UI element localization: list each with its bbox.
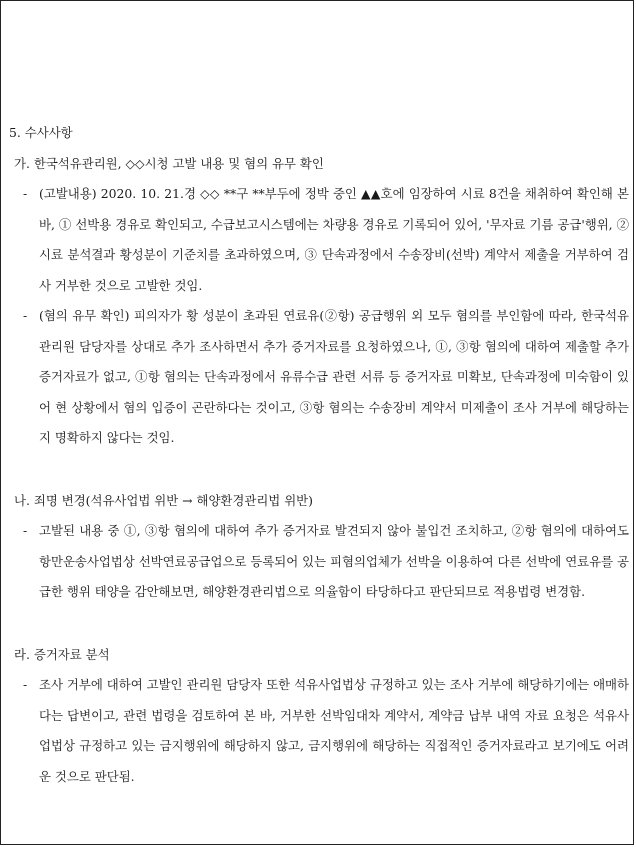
ga-item-complaint-text: (고발내용) 2020. 10. 21.경 ◇◇ **구 **부두에 정박 중인 ▲▲호에 임장하여 시료 8건을 채취하여 확인해 본 바, ① 선박용 경유로 확인되고, 수급보고시스템에는 차량용 경유로 기록되어 있어, '무자료 기름 공급'행위, ② 시료 분석결과 황성분이 기준치를 초과하였으며, ③ 단속과정에서 수송장비(선박) 계약서 제출을 거부하여 검사 거부한 것으로 고발한 것임. bbox=[39, 186, 629, 293]
bullet-dash: - bbox=[23, 523, 28, 538]
na-item-charge-change-text: 고발된 내용 중 ①, ③항 혐의에 대하여 추가 증거자료 발견되지 않아 불입건 조치하고, ②항 혐의에 대하여도 항만운송사업법상 선박연료공급업으로 등록되어 있는 피혐의업체가 선박을 이용하여 다른 선박에 연료유를 공급한 행위 태양을 감안해보면, 해양환경관리법으로 의율함이 타당하다고 판단되므로 적용법령 변경함. bbox=[39, 523, 629, 599]
ra-item-evidence-analysis-text: 조사 거부에 대하여 고발인 관리원 담당자 또한 석유사업법상 규정하고 있는 조사 거부에 해당하기에는 애매하다는 답변이고, 관련 법령을 검토하여 본 바, 거부한 선박임대차 계약서, 계약금 납부 내역 자료 요청은 석유사업법상 규정하고 있는 금지행위에 해당하지 않고, 금지행위에 해당하는 직접적인 증거자료라고 보기에도 어려운 것으로 판단됨. bbox=[39, 677, 629, 784]
ga-item-charge-check bbox=[9, 301, 629, 454]
section-ga-title: 가. 한국석유관리원, ◇◇시청 고발 내용 및 혐의 유무 확인 bbox=[14, 155, 324, 171]
document-body bbox=[9, 118, 629, 792]
na-item-charge-change bbox=[9, 516, 629, 608]
ra-item-evidence-analysis bbox=[9, 670, 629, 792]
section-na-title: 나. 죄명 변경(석유사업법 위반 → 해양환경관리법 위반) bbox=[14, 492, 313, 508]
section-5-title: 5. 수사사항 bbox=[9, 125, 73, 140]
bullet-dash: - bbox=[23, 308, 28, 323]
ga-item-charge-check-text: (혐의 유무 확인) 피의자가 황 성분이 초과된 연료유(②항) 공급행위 외 모두 혐의를 부인함에 따라, 한국석유관리원 담당자를 상대로 추가 조사하면서 추가 증거자료를 요청하였으나, ①, ③항 혐의에 대하여 제출할 추가 증거자료가 없고, ①항 혐의는 단속과정에서 유류수급 관련 서류 등 증거자료 미확보, 단속과정에 미숙함이 있어 현 상황에서 혐의 입증이 곤란하다는 것이고, ③항 혐의는 수송장비 계약서 미제출이 조사 거부에 해당하는지 명확하지 않다는 것임. bbox=[39, 308, 629, 445]
spacer bbox=[9, 608, 629, 640]
bullet-dash: - bbox=[23, 677, 28, 692]
section-ra-title: 라. 증거자료 분석 bbox=[14, 646, 110, 662]
spacer bbox=[9, 454, 629, 486]
ga-item-complaint bbox=[9, 179, 629, 301]
bullet-dash: - bbox=[23, 186, 28, 201]
